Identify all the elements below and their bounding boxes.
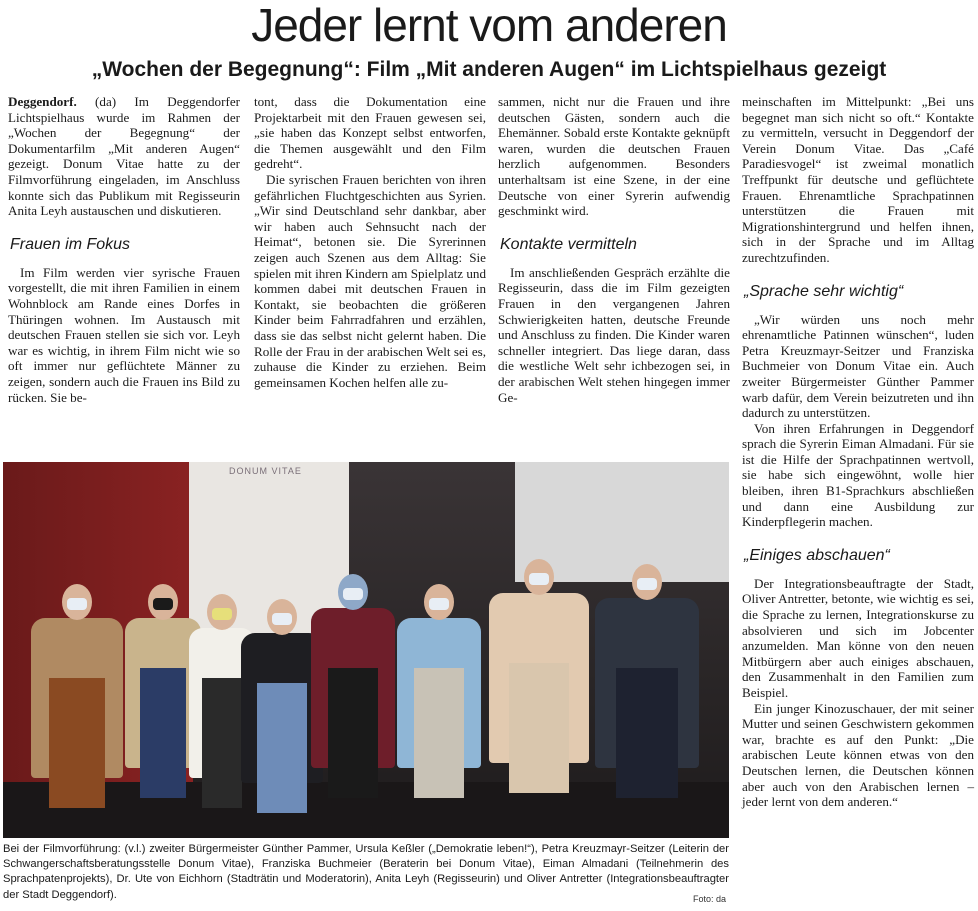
paragraph: meinschaften im Mittelpunkt: „Bei uns begegnet man sich nicht so oft.“ Kontakte zu vermitteln, versucht in Deggendorf der Verein Donum Vitae. Das „Café Paradiesvogel“ ist zweimal monatlich Treffpunkt für deutsche und geflüchtete Frauen. Ehrenamtliche Sprachpatinnen unterstützen die Frauen mit Migrationshintergrund und helfen ihnen, sich in der Sprache und im Alltag zurechtzufinden.	[742, 94, 974, 265]
person-5	[311, 608, 395, 768]
dateline: Deggendorf.	[8, 94, 77, 109]
subheading-frauen-im-fokus: Frauen im Fokus	[10, 235, 131, 253]
group-photo	[3, 462, 729, 838]
subheading-sprache-sehr-wichtig: „Sprache sehr wichtig“	[744, 282, 904, 300]
paragraph: Der Integrationsbeauftragte der Stadt, Oliver Antretter, betonte, wie wichtig es sei, die Sprache zu lernen, Integrationskurse zu absolvieren und sich im Jobcenter anzumelden. Man könne von den neuen Mitbürgern aber auch einiges abschauen, den Zusammenhalt in den Familien zum Beispiel.	[742, 575, 974, 700]
subheading-kontakte-vermitteln: Kontakte vermitteln	[500, 235, 637, 253]
person-1	[31, 618, 123, 778]
lead-text: (da) Im Deggendorfer Lichtspielhaus wurde im Rahmen der „Wochen der Begegnung“ der Dokumentarfilm „Mit anderen Augen“ gezeigt. Donum Vitae hatte zu der Filmvorführung eingeladen, im Anschluss konnte sich das Publikum mit Regisseurin Anita Leyh austauschen und diskutieren.	[8, 94, 240, 219]
paragraph: Die syrischen Frauen berichten von ihren gefährlichen Fluchtgeschichten aus Syrien. „Wir sind Deutschland sehr dankbar, aber wir haben auch Sehnsucht nach der Heimat“, betonen sie. Die Syrerinnen zeigen auch Szenen aus dem Alltag: Sie spielen mit ihren Kindern am Spielplatz und kommen dabei mit deutschen Frauen in Kontakt, sie beobachten die größeren Kinder beim Fahrradfahren und erzählen, dass sie das selbst nicht gelernt haben. Die Rolle der Frau in der arabischen Welt sei es, zuhause die Kinder zu erziehen. Beim gemeinsamen Kochen helfen alle zu-	[254, 171, 486, 390]
photo-caption: Bei der Filmvorführung: (v.l.) zweiter Bürgermeister Günther Pammer, Ursula Keßler („Demokratie leben!“), Petra Kreuzmayr-Seitzer (Leiterin der Schwangerschaftsberatungsstelle Donum Vitae), Franziska Buchmeier (Beraterin bei Donum Vitae), Eiman Almadani (Teilnehmerin des Sprachpatenprojekts), Dr. Ute von Eichhorn (Stadträtin und Moderatorin), Anita Leyh (Regisseurin) und Oliver Antretter (Integrationsbeauftragter der Stadt Deggendorf).	[3, 843, 729, 901]
paragraph: Im anschließenden Gespräch erzählte die Regisseurin, dass die im Film gezeigten Frauen in den vergangenen Jahren Schwierigkeiten hatten, deutsche Freunde und Anschluss zu finden. Die Kinder waren schneller integriert. Das liege daran, dass die westliche Welt sehr ichbezogen sei, in der arabischen Welt stehen hingegen immer Ge-	[498, 264, 730, 405]
article-column-1	[8, 94, 240, 405]
paragraph: Ein junger Kinozuschauer, der mit seiner Mutter und seinen Geschwistern gekommen war, brachte es auf den Punkt: „Die arabischen Leute können etwas von den Deutschen lernen, die Deutschen können aber auch von den Arabischen lernen – jeder lernt von dem anderen.“	[742, 700, 974, 810]
paragraph: „Wir würden uns noch mehr ehrenamtliche Patinnen wünschen“, luden Petra Kreuzmayr-Seitzer und Franziska Buchmeier von Donum Vitae ein. Auch zweiter Bürgermeister Günther Pammer warb dafür, dem Verein beizutreten und ihn dadurch zu unterstützen.	[742, 311, 974, 421]
article-column-4	[742, 94, 974, 810]
article-column-2	[254, 94, 486, 390]
person-8	[595, 598, 699, 768]
photo-credit: Foto: da	[692, 894, 726, 904]
headline: Jeder lernt vom anderen	[251, 0, 727, 51]
paragraph: sammen, nicht nur die Frauen und ihre deutschen Gästen, sondern auch die Ehemänner. Sobald erste Kontakte geknüpft waren, wurden die deutschen Frauen herzlich aufgenommen. Besonders unterhaltsam ist eine Szene, in der eine Deutsche von einer Syrerin aufwendig geschminkt wird.	[498, 94, 730, 219]
banner-logo: DONUM VITAE	[229, 466, 302, 476]
subheadline: „Wochen der Begegnung“: Film „Mit anderen Augen“ im Lichtspielhaus gezeigt	[91, 58, 887, 81]
article-column-3	[498, 94, 730, 405]
paragraph: tont, dass die Dokumentation eine Projektarbeit mit den Frauen gewesen sei, „sie haben das Konzept selbst entworfen, die Themen ausgewählt und den Film gedreht“.	[254, 94, 486, 172]
person-6	[397, 618, 481, 768]
subheading-einiges-abschauen: „Einiges abschauen“	[744, 546, 890, 564]
person-7	[489, 593, 589, 763]
paragraph	[8, 94, 240, 219]
paragraph: Im Film werden vier syrische Frauen vorgestellt, die mit ihren Familien in einem Wohnblock am Rande eines Dorfes in Thüringen wohnen. Im Austausch mit deutschen Frauen stellen sie sich vor. Leyh war es wichtig, in ihrem Film nicht wie so oft immer nur geflüchtete Männer zu zeigen, sondern auch die Frauen ins Bild zu rücken. Sie be-	[8, 264, 240, 405]
paragraph: Von ihren Erfahrungen in Deggendorf sprach die Syrerin Eiman Almadani. Für sie ist die Hilfe der Sprachpatinnen wertvoll, sie habe sich eingewöhnt, wolle hier bleiben, ihren B1-Sprachkurs abschließen und dann eine Ausbildung zur Kinderpflegerin machen.	[742, 420, 974, 530]
